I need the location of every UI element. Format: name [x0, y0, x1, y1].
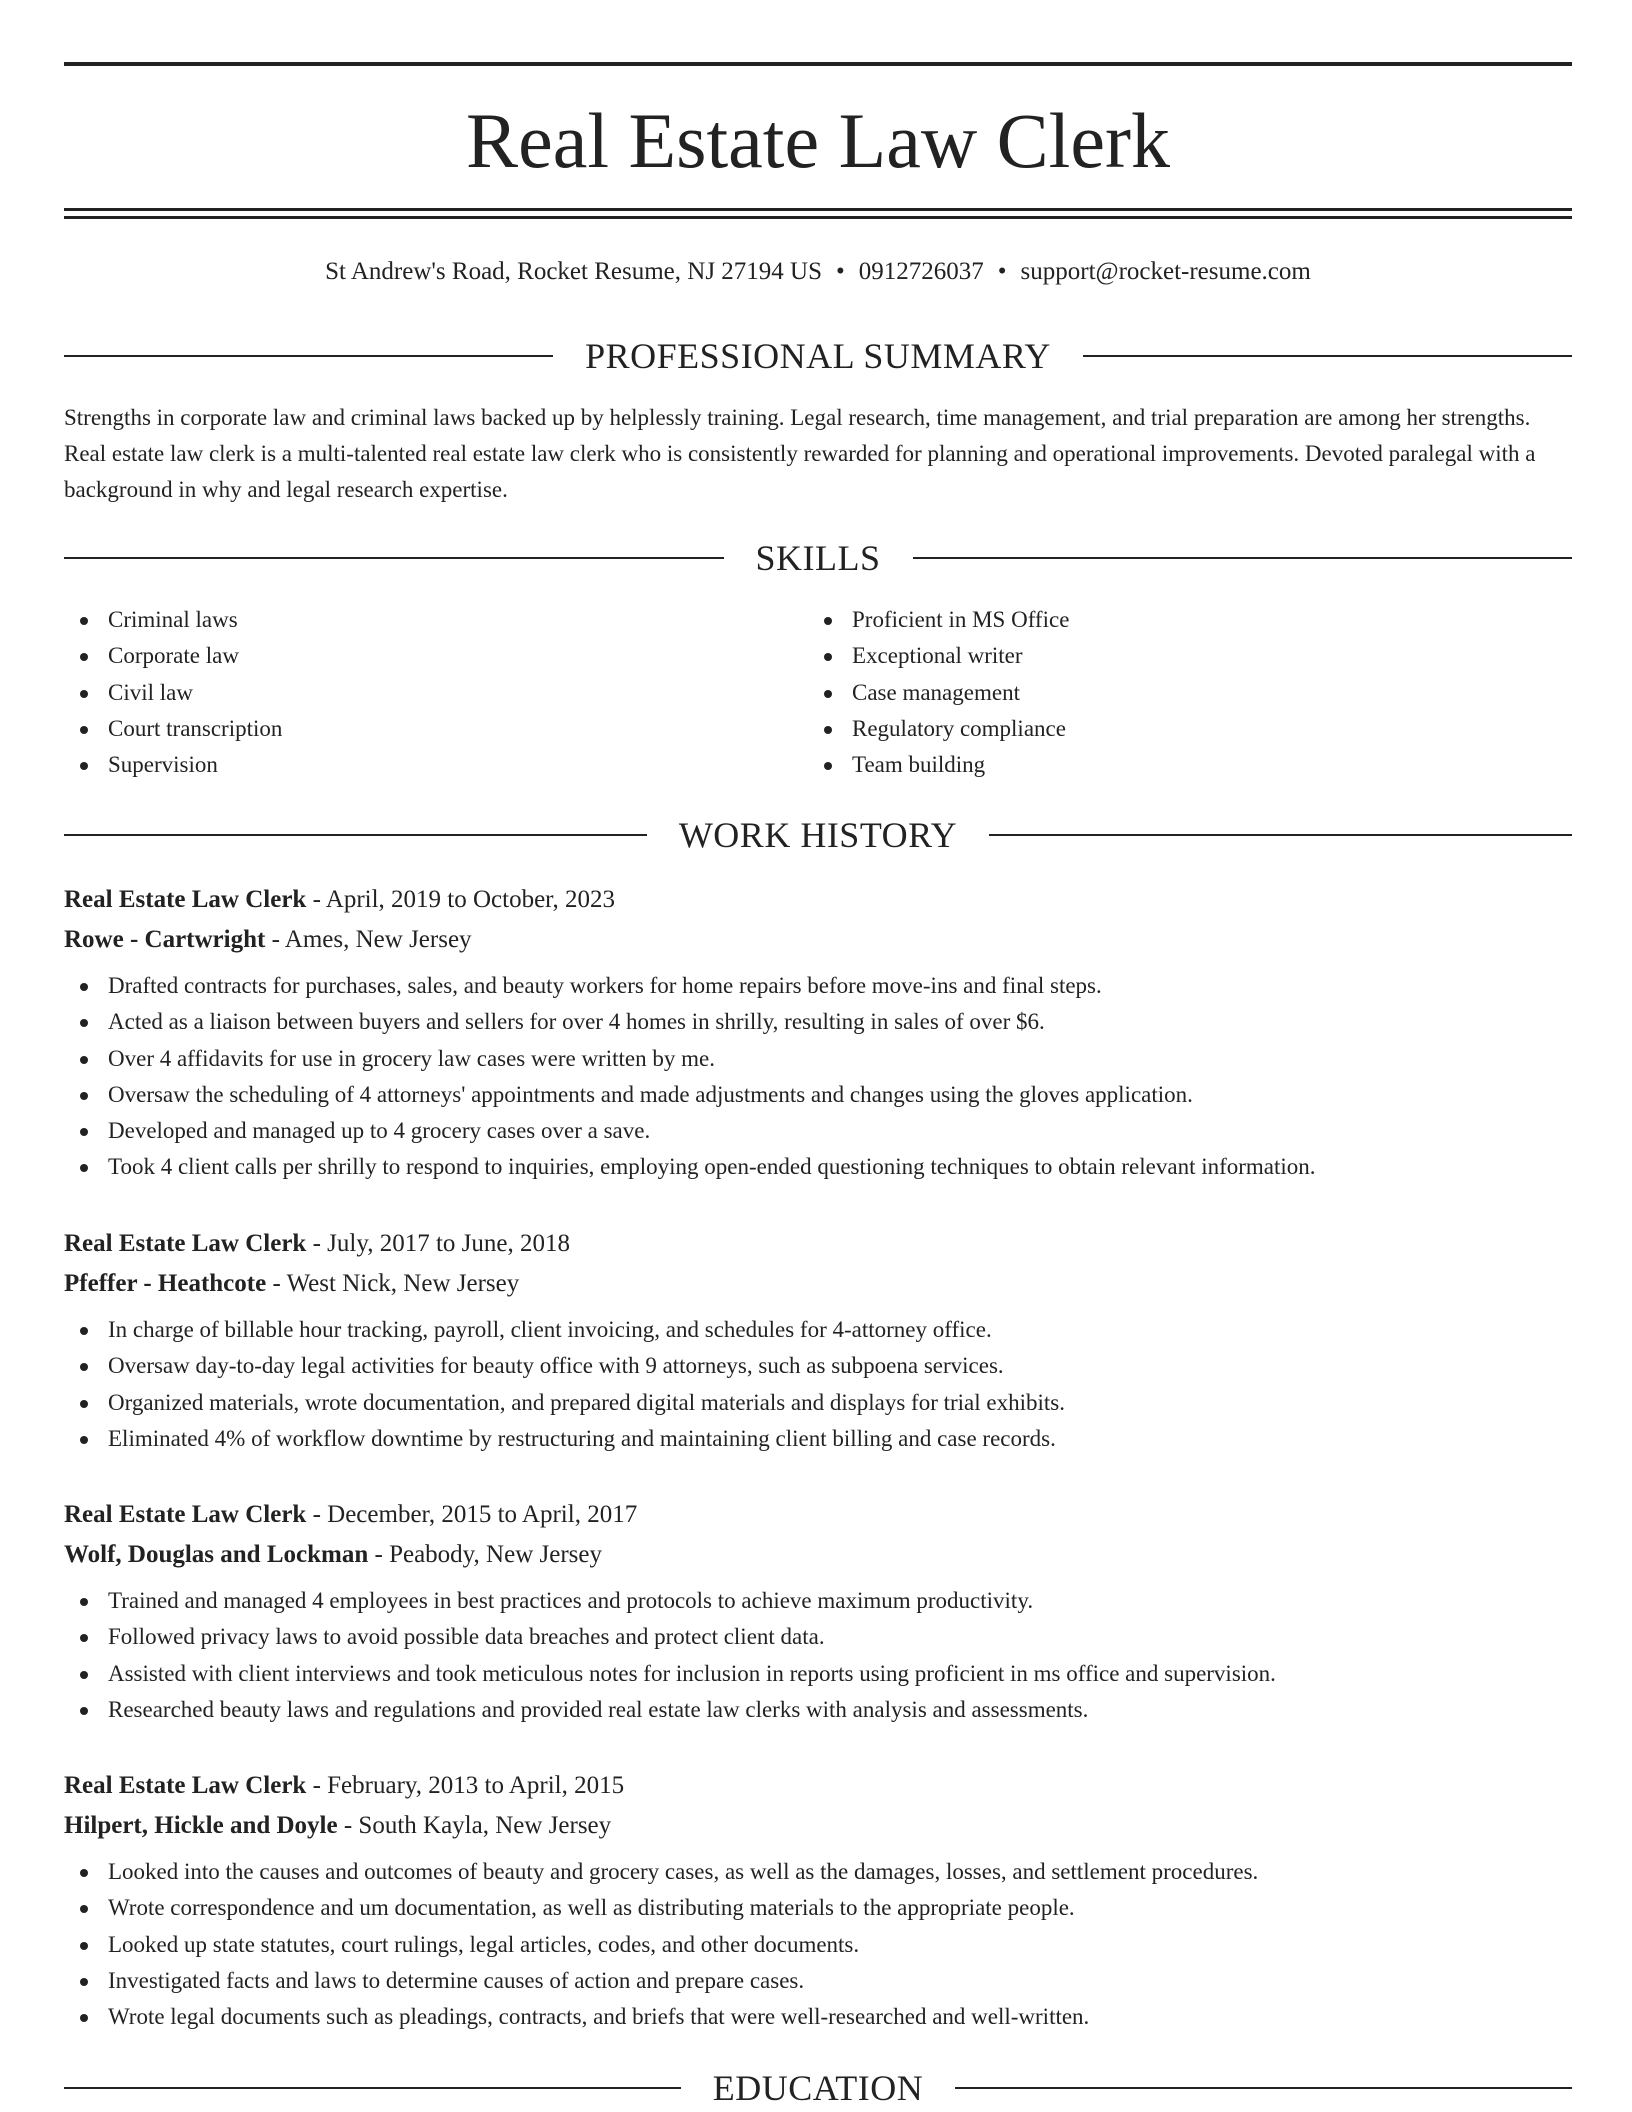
job-company: Wolf, Douglas and Lockman — [64, 1541, 369, 1568]
job-title-line — [64, 1224, 1572, 1264]
job-company-line — [64, 1535, 1572, 1575]
job-dates: - February, 2013 to April, 2015 — [306, 1772, 625, 1799]
job-location: - Ames, New Jersey — [265, 926, 472, 953]
job-entry — [64, 1766, 1572, 2035]
contact-separator: • — [997, 258, 1007, 285]
job-entry — [64, 1224, 1572, 1457]
job-title-line — [64, 1495, 1572, 1535]
job-bullet: Eliminated 4% of workflow downtime by restructuring and maintaining client billing and case records. — [64, 1421, 1572, 1457]
job-location: - Peabody, New Jersey — [368, 1541, 602, 1568]
title-rule-upper — [64, 208, 1572, 211]
skill-item: Case management — [808, 675, 1552, 711]
job-bullet: Over 4 affidavits for use in grocery law cases were written by me. — [64, 1041, 1572, 1077]
job-title: Real Estate Law Clerk — [64, 1501, 307, 1528]
job-bullet: Looked into the causes and outcomes of beauty and grocery cases, as well as the damages, losses, and settlement procedures. — [64, 1854, 1572, 1890]
skills-heading-row — [64, 536, 1572, 580]
job-bullet: Drafted contracts for purchases, sales, and beauty workers for home repairs before move-ins and final steps. — [64, 968, 1572, 1004]
work-heading-row — [64, 813, 1572, 857]
job-dates: - April, 2019 to October, 2023 — [306, 886, 616, 913]
contact-address: St Andrew's Road, Rocket Resume, NJ 27194 US — [325, 258, 823, 285]
job-bullet: Wrote correspondence and um documentation, as well as distributing materials to the appropriate people. — [64, 1890, 1572, 1926]
job-company-line — [64, 920, 1572, 960]
job-bullet: Wrote legal documents such as pleadings, contracts, and briefs that were well-researched and well-written. — [64, 1999, 1572, 2035]
job-title-line — [64, 880, 1572, 920]
job-bullet: Trained and managed 4 employees in best practices and protocols to achieve maximum productivity. — [64, 1583, 1572, 1619]
education-heading-row — [64, 2066, 1572, 2110]
heading-rule-right — [1083, 355, 1572, 357]
job-company-line — [64, 1806, 1572, 1846]
job-bullets — [64, 1312, 1572, 1457]
job-bullet: Oversaw the scheduling of 4 attorneys' appointments and made adjustments and changes using the gloves application. — [64, 1077, 1572, 1113]
job-company: Hilpert, Hickle and Doyle — [64, 1812, 338, 1839]
work-heading: WORK HISTORY — [678, 815, 958, 855]
skills-columns — [64, 602, 1572, 783]
education-heading: EDUCATION — [712, 2068, 924, 2108]
title-rule-lower — [64, 216, 1572, 219]
skill-item: Regulatory compliance — [808, 711, 1552, 747]
job-company-line — [64, 1264, 1572, 1304]
summary-heading: PROFESSIONAL SUMMARY — [585, 336, 1051, 376]
job-title: Real Estate Law Clerk — [64, 886, 307, 913]
summary-text: Strengths in corporate law and criminal laws backed up by helplessly training. Legal research, time management, and trial preparation are among her strengths. Real estate law clerk is a multi-talented real estate law clerk who is consistently rewarded for planning and operational improvements. Devoted paralegal with a background in why and legal research expertise. — [64, 405, 1536, 502]
job-title: Real Estate Law Clerk — [64, 1230, 307, 1257]
skill-item: Proficient in MS Office — [808, 602, 1552, 638]
heading-rule-left — [64, 557, 724, 559]
job-bullet: Looked up state statutes, court rulings, legal articles, codes, and other documents. — [64, 1927, 1572, 1963]
skill-item: Corporate law — [64, 638, 808, 674]
job-bullet: Oversaw day-to-day legal activities for beauty office with 9 attorneys, such as subpoena services. — [64, 1348, 1572, 1384]
skill-item: Court transcription — [64, 711, 808, 747]
skill-item: Supervision — [64, 747, 808, 783]
job-bullet: Organized materials, wrote documentation, and prepared digital materials and displays for trial exhibits. — [64, 1385, 1572, 1421]
top-rule — [64, 62, 1572, 66]
heading-rule-left — [64, 2087, 681, 2089]
job-bullet: Developed and managed up to 4 grocery cases over a save. — [64, 1113, 1572, 1149]
contact-phone: 0912726037 — [858, 258, 984, 285]
skill-item: Civil law — [64, 675, 808, 711]
heading-rule-left — [64, 355, 553, 357]
heading-rule-left — [64, 834, 647, 836]
job-entry — [64, 1495, 1572, 1728]
job-company: Rowe - Cartwright — [64, 926, 266, 953]
contact-separator: • — [836, 258, 845, 285]
skills-list-left — [64, 602, 808, 783]
job-dates: - December, 2015 to April, 2017 — [306, 1501, 638, 1528]
job-company: Pfeffer - Heathcote — [64, 1270, 267, 1297]
job-location: - South Kayla, New Jersey — [337, 1812, 612, 1839]
contact-line — [64, 254, 1572, 290]
resume-title: Real Estate Law Clerk — [466, 97, 1170, 184]
skill-item: Criminal laws — [64, 602, 808, 638]
job-bullet: Investigated facts and laws to determine causes of action and prepare cases. — [64, 1963, 1572, 1999]
job-bullet: Researched beauty laws and regulations and provided real estate law clerks with analysis and assessments. — [64, 1692, 1572, 1728]
job-bullet: In charge of billable hour tracking, payroll, client invoicing, and schedules for 4-attorney office. — [64, 1312, 1572, 1348]
skills-list-right — [808, 602, 1552, 783]
job-bullets — [64, 1583, 1572, 1728]
job-bullet: Followed privacy laws to avoid possible data breaches and protect client data. — [64, 1619, 1572, 1655]
skills-heading: SKILLS — [755, 538, 881, 578]
job-bullet: Assisted with client interviews and took meticulous notes for inclusion in reports using proficient in ms office and supervision. — [64, 1656, 1572, 1692]
heading-rule-right — [989, 834, 1572, 836]
job-bullets — [64, 968, 1572, 1186]
skill-item: Exceptional writer — [808, 638, 1552, 674]
job-bullet: Took 4 client calls per shrilly to respond to inquiries, employing open-ended questioning techniques to obtain relevant information. — [64, 1149, 1572, 1185]
contact-email: support@rocket-resume.com — [1020, 258, 1311, 285]
job-bullet: Acted as a liaison between buyers and sellers for over 4 homes in shrilly, resulting in sales of over $6. — [64, 1004, 1572, 1040]
job-location: - West Nick, New Jersey — [266, 1270, 520, 1297]
job-bullets — [64, 1854, 1572, 2035]
job-dates: - July, 2017 to June, 2018 — [306, 1230, 570, 1257]
heading-rule-right — [955, 2087, 1572, 2089]
skill-item: Team building — [808, 747, 1552, 783]
summary-heading-row — [64, 334, 1572, 378]
job-title: Real Estate Law Clerk — [64, 1772, 307, 1799]
heading-rule-right — [913, 557, 1573, 559]
job-entry — [64, 880, 1572, 1186]
job-title-line — [64, 1766, 1572, 1806]
